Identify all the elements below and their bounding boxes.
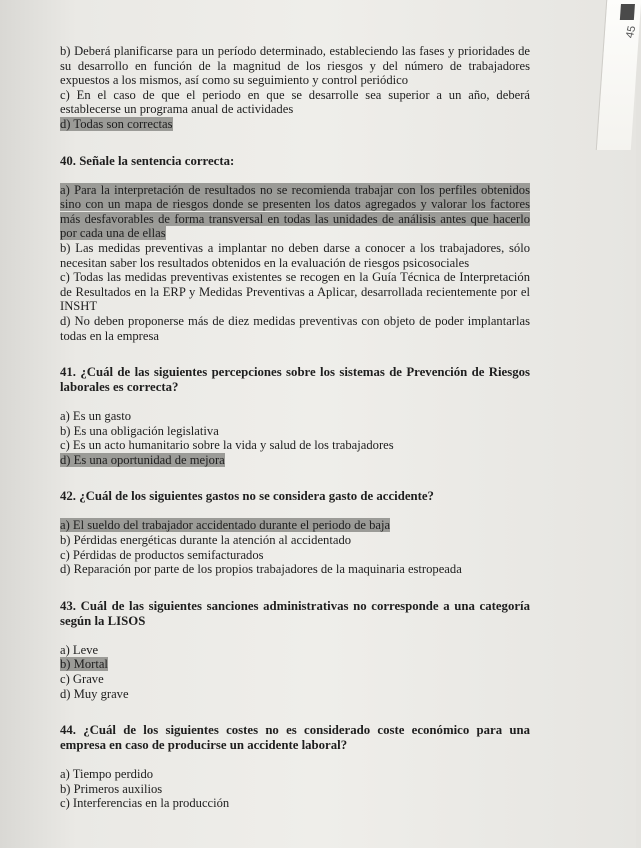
exam-content [60,44,530,811]
option-41-b: b) Es una obligación legislativa [60,423,219,438]
option-42-b: b) Pérdidas energéticas durante la atención al accidentado [60,533,352,548]
option-39-b: b) Deberá planificarse para un período determinado, estableciendo las fases y prioridades de su desarrollo en función de la magnitud de los riesgos y del número de trabajadores expuestos a los mismos, así como su seguimiento y control periódico [60,44,530,88]
option-40-b: b) Las medidas preventivas a implantar no deben darse a conocer a los trabajadores, sólo necesitan saber los resultados obtenidos en la evaluación de riesgos psicosociales [60,240,530,270]
option-43-a: a) Leve [60,642,99,657]
question-44-title: 44. ¿Cuál de los siguientes costes no es considerado coste económico para una empresa en caso de producirse un accidente laboral? [60,723,530,753]
option-39-c: c) En el caso de que el periodo en que se desarrolle sea superior a un año, deberá establecerse un programa anual de actividades [60,87,530,117]
option-44-a: a) Tiempo perdido [60,767,154,782]
option-44-b: b) Primeros auxilios [60,781,163,796]
option-40-c: c) Todas las medidas preventivas existentes se recogen en la Guía Técnica de Interpretación de Resultados en la ERP y Medidas Preventivas a Aplicar, desarrollada recientemente por el INSHT [60,270,530,314]
question-40-title: 40. Señale la sentencia correcta: [60,153,235,168]
option-41-d-highlighted: d) Es una oportunidad de mejora [60,452,225,467]
question-43-title: 43. Cuál de las siguientes sanciones administrativas no corresponde a una categoría según la LISOS [60,598,530,628]
option-43-b-highlighted: b) Mortal [60,657,108,672]
option-41-c: c) Es un acto humanitario sobre la vida y salud de los trabajadores [60,438,394,453]
option-41-a: a) Es un gasto [60,409,131,424]
option-44-c: c) Interferencias en la producción [60,796,230,811]
page-mark-icon [620,4,635,20]
option-40-a-highlighted: a) Para la interpretación de resultados no se recomienda trabajar con los perfiles obtenidos sino con un mapa de riesgos donde se presenten los datos agregados y valorar los factores más desfavorables de forma transversal en todas las unidades de análisis antes que hacerlo por cada una de ellas [60,182,530,241]
page-number: 45 [623,24,639,40]
option-39-d-highlighted: d) Todas son correctas [60,116,173,131]
option-43-c: c) Grave [60,672,104,687]
adjacent-page-edge [596,0,641,150]
option-42-d: d) Reparación por parte de los propios trabajadores de la maquinaria estropeada [60,562,462,577]
option-40-d: d) No deben proponerse más de diez medidas preventivas con objeto de poder implantarlas todas en la empresa [60,313,530,343]
option-43-d: d) Muy grave [60,686,129,701]
question-41-title: 41. ¿Cuál de las siguientes percepciones sobre los sistemas de Prevención de Riesgos laborales es correcta? [60,365,530,395]
option-42-a-highlighted: a) El sueldo del trabajador accidentado durante el periodo de baja [60,518,391,533]
option-42-c: c) Pérdidas de productos semifacturados [60,547,264,562]
question-42-title: 42. ¿Cuál de los siguientes gastos no se considera gasto de accidente? [60,489,434,504]
